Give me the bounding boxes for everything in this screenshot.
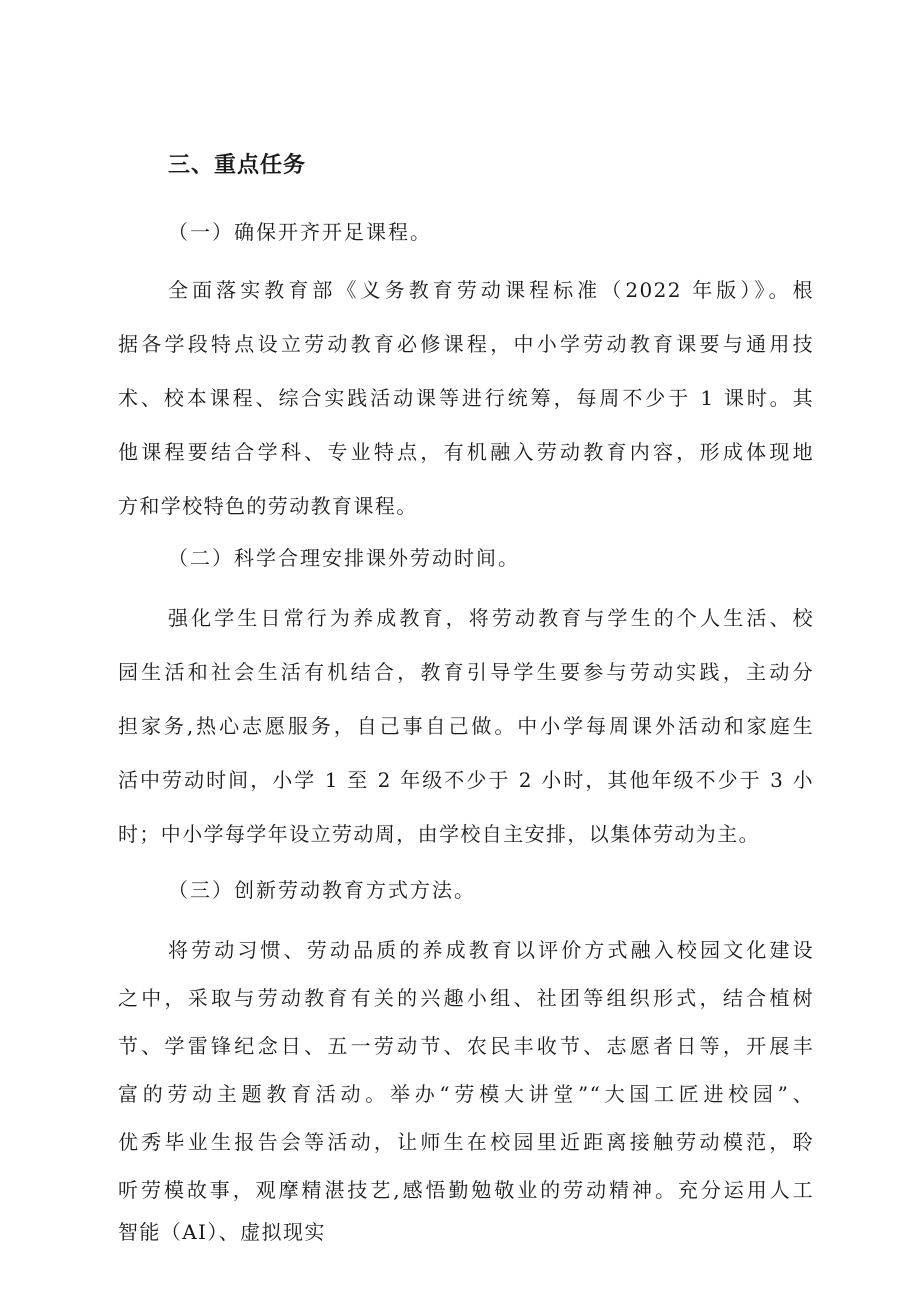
paragraph-line: 富的劳动主题教育活动。举办“劳模大讲堂”“大国工匠进校园”、: [118, 1082, 814, 1106]
paragraph-line: 他课程要结合学科、专业特点，有机融入劳动教育内容，形成体现地: [118, 440, 814, 464]
paragraph-line: 据各学段特点设立劳动教育必修课程，中小学劳动教育课要与通用技: [118, 332, 814, 356]
subheading-1: （一）确保开齐开足课程。: [168, 220, 432, 244]
section-heading: 三、重点任务: [168, 153, 307, 178]
paragraph-line: 活中劳动时间，小学 1 至 2 年级不少于 2 小时，其他年级不少于 3 小: [118, 768, 814, 792]
paragraph-line: 担家务,热心志愿服务，自己事自己做。中小学每周课外活动和家庭生: [118, 714, 814, 738]
subheading-3: （三）创新劳动教育方式方法。: [168, 878, 476, 902]
paragraph-line: 全面落实教育部《义务教育劳动课程标准（2022 年版）》。根: [168, 278, 814, 302]
paragraph-line: 强化学生日常行为养成教育，将劳动教育与学生的个人生活、校: [168, 606, 814, 630]
paragraph-line: 之中，采取与劳动教育有关的兴趣小组、社团等组织形式，结合植树: [118, 986, 814, 1010]
paragraph-line: 将劳动习惯、劳动品质的养成教育以评价方式融入校园文化建设: [168, 938, 814, 962]
subheading-2: （二）科学合理安排课外劳动时间。: [168, 546, 520, 570]
paragraph-line: 时；中小学每学年设立劳动周，由学校自主安排，以集体劳动为主。: [118, 822, 760, 846]
paragraph-line: 园生活和社会生活有机结合，教育引导学生要参与劳动实践，主动分: [118, 660, 814, 684]
paragraph-line: 方和学校特色的劳动教育课程。: [118, 494, 418, 518]
paragraph-line: 节、学雷锋纪念日、五一劳动节、农民丰收节、志愿者日等，开展丰: [118, 1034, 814, 1058]
paragraph-line: 听劳模故事，观摩精湛技艺,感悟勤勉敬业的劳动精神。充分运用人工: [118, 1178, 814, 1202]
paragraph-line: 智能（AI）、虚拟现实: [118, 1220, 326, 1244]
paragraph-line: 优秀毕业生报告会等活动，让师生在校园里近距离接触劳动模范，聆: [118, 1130, 814, 1154]
paragraph-line: 术、校本课程、综合实践活动课等进行统筹，每周不少于 1 课时。其: [118, 386, 814, 410]
